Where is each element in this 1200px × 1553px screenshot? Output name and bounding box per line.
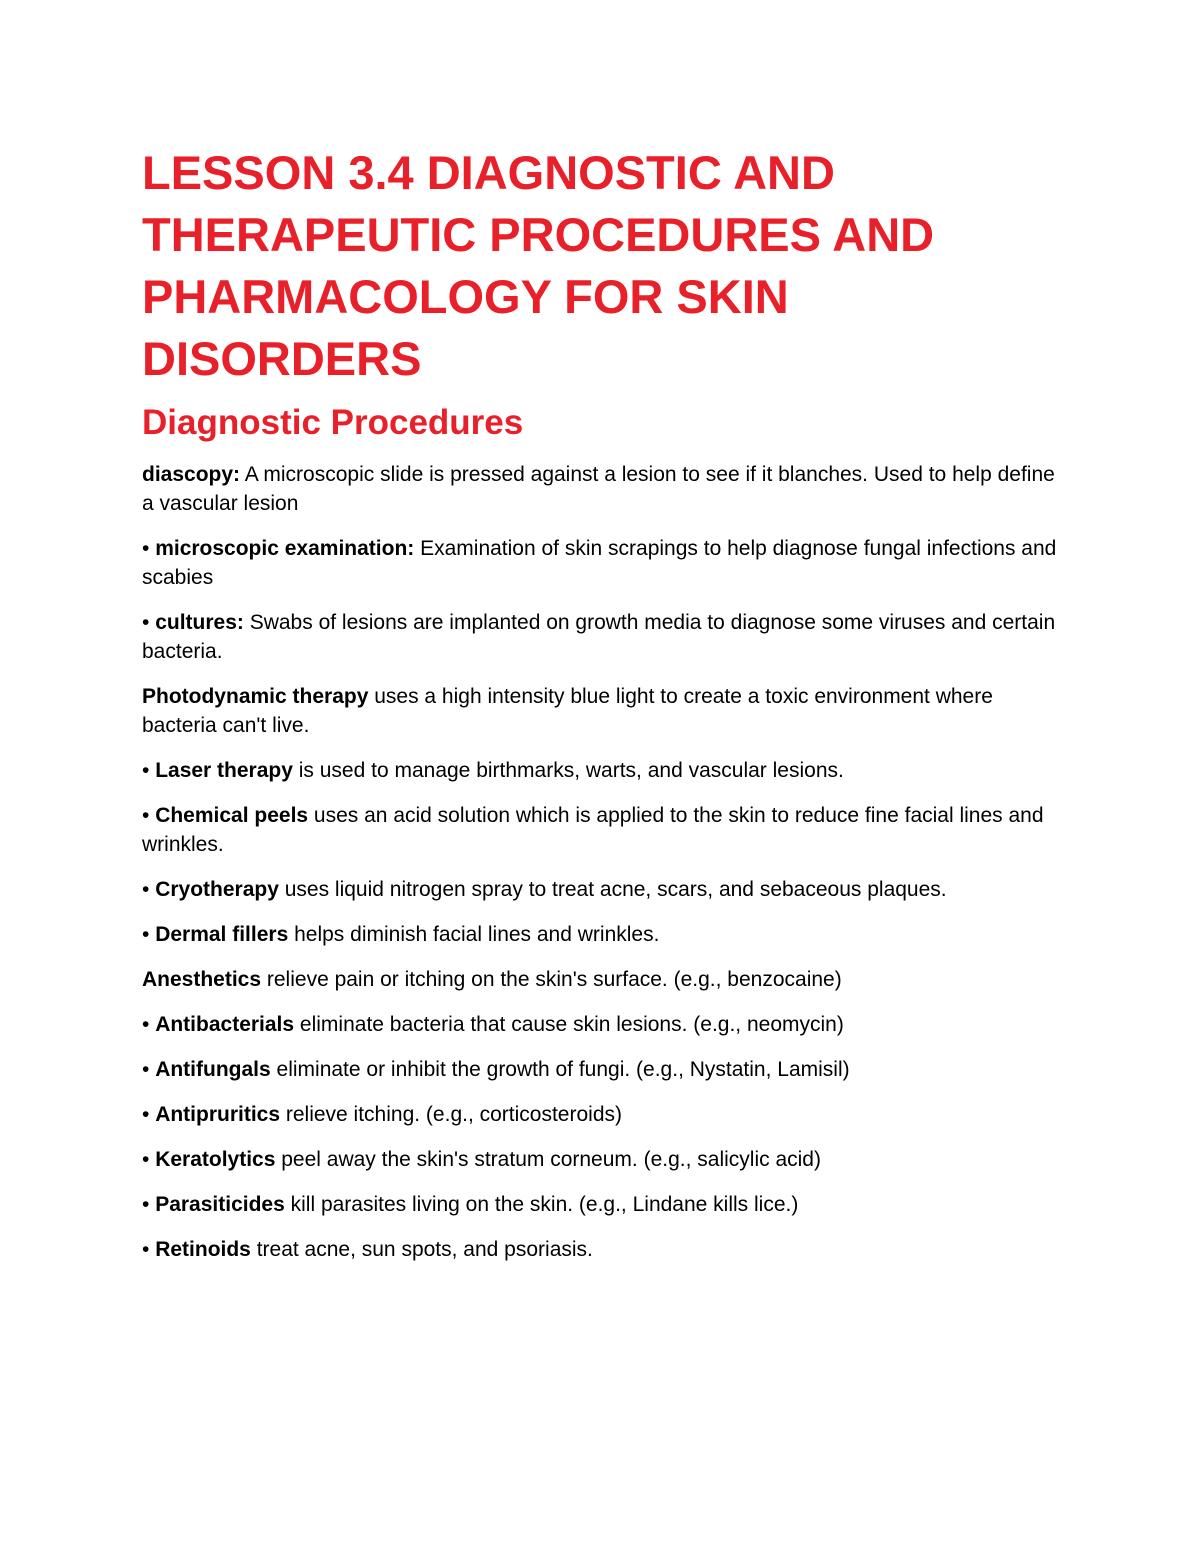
list-item — [142, 875, 1062, 904]
item-text: uses liquid nitrogen spray to treat acne, scars, and sebaceous plaques. — [278, 878, 947, 901]
item-prefix: • — [142, 1193, 156, 1216]
item-text: relieve pain or itching on the skin's surface. (e.g., benzocaine) — [261, 968, 842, 991]
procedure-list — [142, 460, 1062, 1264]
item-text: eliminate bacteria that cause skin lesions. (e.g., neomycin) — [294, 1013, 844, 1036]
item-text: relieve itching. (e.g., corticosteroids) — [280, 1103, 622, 1126]
list-item — [142, 1190, 1062, 1219]
item-text: peel away the skin's stratum corneum. (e.g., salicylic acid) — [275, 1148, 821, 1171]
list-item — [142, 460, 1062, 518]
list-item — [142, 534, 1062, 592]
item-prefix: • — [142, 537, 156, 560]
item-term: diascopy: — [142, 463, 241, 486]
item-prefix: • — [142, 611, 156, 634]
item-prefix: • — [142, 1148, 156, 1171]
item-prefix: • — [142, 923, 156, 946]
item-text: eliminate or inhibit the growth of fungi. (e.g., Nystatin, Lamisil) — [270, 1058, 850, 1081]
item-text: treat acne, sun spots, and psoriasis. — [250, 1238, 593, 1261]
item-prefix: • — [142, 1238, 156, 1261]
item-text: is used to manage birthmarks, warts, and vascular lesions. — [292, 759, 844, 782]
item-prefix: • — [142, 804, 156, 827]
document-page — [142, 142, 1062, 1280]
list-item — [142, 801, 1062, 859]
item-term: Laser therapy — [155, 759, 293, 782]
item-prefix: • — [142, 878, 156, 901]
item-text: Examination of skin scrapings to help diagnose fungal infections and scabies — [142, 537, 1057, 589]
item-prefix: • — [142, 1013, 156, 1036]
item-term: Cryotherapy — [155, 878, 279, 901]
item-text: Swabs of lesions are implanted on growth media to diagnose some viruses and certain bacteria. — [142, 611, 1056, 663]
item-term: cultures: — [155, 611, 244, 634]
item-prefix: • — [142, 759, 156, 782]
item-term: Keratolytics — [155, 1148, 276, 1171]
item-text: uses an acid solution which is applied to the skin to reduce fine facial lines and wrinkles. — [142, 804, 1044, 856]
item-text: uses a high intensity blue light to create a toxic environment where bacteria can't live. — [142, 685, 993, 737]
section-heading: Diagnostic Procedures — [142, 403, 524, 442]
item-term: Antifungals — [155, 1058, 271, 1081]
item-term: Antibacterials — [155, 1013, 295, 1036]
item-term: Photodynamic therapy — [142, 685, 369, 708]
item-term: Antipruritics — [155, 1103, 281, 1126]
item-term: Anesthetics — [142, 968, 262, 991]
list-item — [142, 1010, 1062, 1039]
list-item — [142, 1145, 1062, 1174]
list-item — [142, 682, 1062, 740]
item-prefix: • — [142, 1103, 156, 1126]
item-text: A microscopic slide is pressed against a lesion to see if it blanches. Used to help define a vascular lesion — [142, 463, 1055, 515]
item-term: Chemical peels — [155, 804, 309, 827]
item-term: Retinoids — [155, 1238, 251, 1261]
list-item — [142, 1055, 1062, 1084]
list-item — [142, 1235, 1062, 1264]
list-item — [142, 756, 1062, 785]
list-item — [142, 920, 1062, 949]
item-term: microscopic examination: — [155, 537, 415, 560]
item-prefix: • — [142, 1058, 156, 1081]
item-text: helps diminish facial lines and wrinkles. — [288, 923, 660, 946]
list-item — [142, 965, 1062, 994]
list-item — [142, 1100, 1062, 1129]
document-title: LESSON 3.4 DIAGNOSTIC AND THERAPEUTIC PROCEDURES AND PHARMACOLOGY FOR SKIN DISORDERS — [142, 146, 935, 385]
list-item — [142, 608, 1062, 666]
item-text: kill parasites living on the skin. (e.g., Lindane kills lice.) — [284, 1193, 799, 1216]
item-term: Parasiticides — [155, 1193, 285, 1216]
item-term: Dermal fillers — [155, 923, 289, 946]
